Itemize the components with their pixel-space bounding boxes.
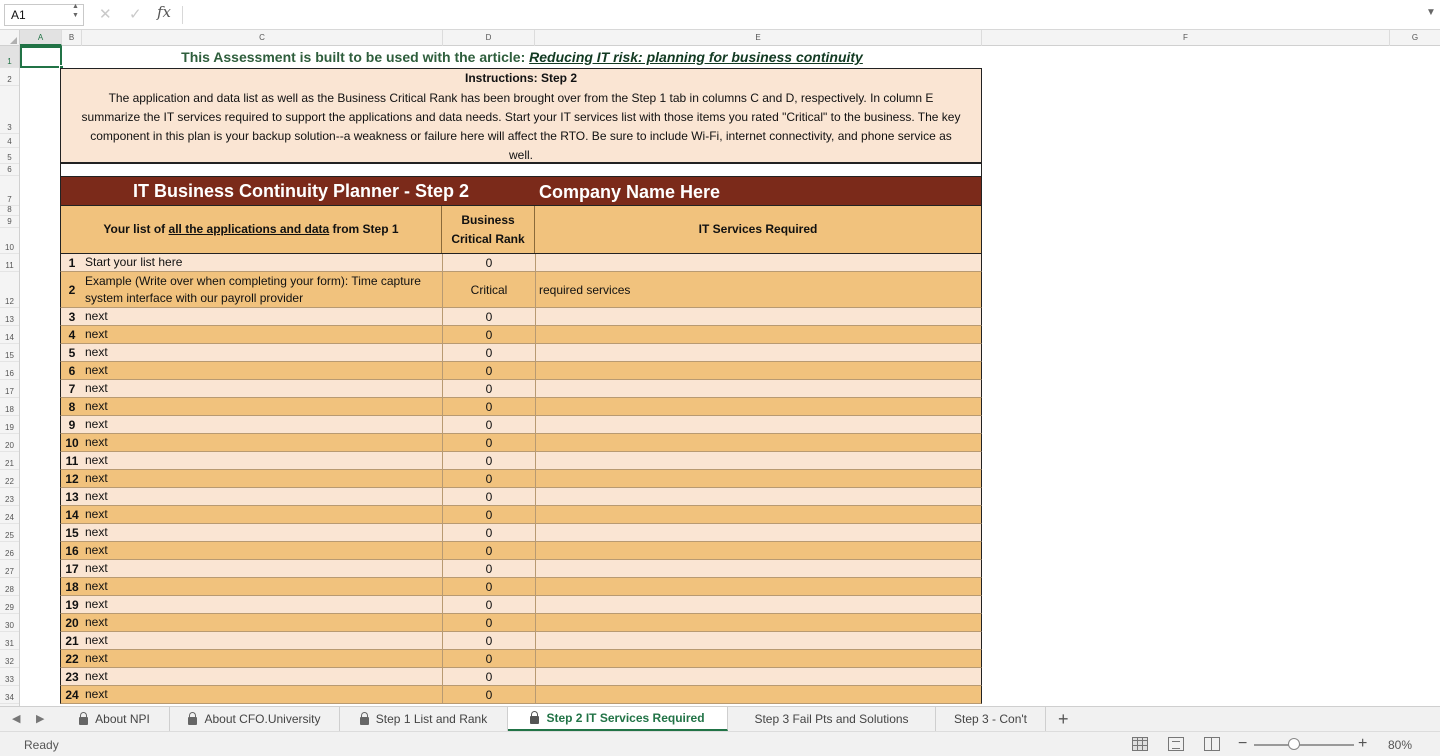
row-header[interactable]: 22	[0, 470, 19, 488]
tab-label: Step 2 IT Services Required	[546, 711, 705, 725]
worksheet-grid[interactable]	[20, 46, 1440, 706]
planner-title: IT Business Continuity Planner - Step 2	[133, 181, 470, 201]
row-number: 5	[68, 345, 76, 360]
table-row[interactable]	[60, 452, 982, 470]
application-cell[interactable]: next	[85, 471, 108, 485]
normal-view-icon[interactable]	[1132, 737, 1148, 751]
application-cell[interactable]: next	[85, 435, 108, 449]
application-cell[interactable]: next	[85, 543, 108, 557]
services-cell[interactable]	[535, 488, 981, 505]
row-header[interactable]: 33	[0, 668, 19, 686]
active-cell[interactable]	[20, 46, 62, 68]
row-number: 15	[65, 525, 79, 540]
table-row[interactable]	[60, 596, 982, 614]
rank-cell[interactable]: 0	[442, 668, 535, 685]
rank-cell[interactable]: 0	[442, 488, 535, 505]
tab-step-3-cont[interactable]	[936, 707, 1046, 731]
add-sheet-icon[interactable]: +	[1058, 709, 1069, 729]
application-cell[interactable]: next	[85, 363, 108, 377]
row-header[interactable]: 12	[0, 272, 19, 308]
services-cell[interactable]	[535, 344, 981, 361]
rank-cell[interactable]: 0	[442, 686, 535, 703]
formula-bar	[0, 0, 1440, 30]
row-header[interactable]: 29	[0, 596, 19, 614]
row-number: 17	[65, 561, 79, 576]
spacer-row	[60, 164, 982, 176]
row-number: 10	[65, 435, 79, 450]
row-number: 1	[68, 255, 76, 270]
row-header[interactable]: 6	[0, 164, 19, 176]
services-cell[interactable]	[535, 632, 981, 649]
row-number: 19	[65, 597, 79, 612]
services-cell[interactable]	[535, 524, 981, 541]
row-header[interactable]: 4	[0, 134, 19, 148]
services-cell[interactable]	[535, 398, 981, 415]
instructions-box	[60, 68, 982, 164]
row-number: 9	[68, 417, 76, 432]
rank-cell[interactable]: 0	[442, 596, 535, 613]
row-header[interactable]: 16	[0, 362, 19, 380]
application-cell[interactable]: next	[85, 561, 108, 575]
column-header-b[interactable]: B	[62, 30, 82, 46]
formula-input[interactable]	[190, 5, 1410, 25]
column-header-d[interactable]: D	[443, 30, 535, 46]
application-cell[interactable]: next	[85, 507, 108, 521]
row-number: 11	[65, 453, 79, 468]
zoom-in-icon[interactable]: +	[1358, 735, 1368, 752]
application-cell[interactable]: next	[85, 345, 108, 359]
cancel-icon[interactable]: ✕	[99, 6, 112, 23]
previous-sheet-icon[interactable]: ◀	[12, 713, 21, 725]
table-row[interactable]	[60, 632, 982, 650]
rank-cell[interactable]: 0	[442, 398, 535, 415]
services-cell[interactable]	[535, 650, 981, 667]
table-row[interactable]	[60, 470, 982, 488]
row-header[interactable]: 27	[0, 560, 19, 578]
article-prefix: This Assessment is built to be used with the article:	[181, 49, 530, 65]
application-cell[interactable]: next	[85, 417, 108, 431]
services-cell[interactable]	[535, 578, 981, 595]
page-break-view-icon[interactable]	[1204, 737, 1220, 751]
services-cell[interactable]	[535, 434, 981, 451]
formula-bar-divider	[182, 6, 183, 24]
rank-cell[interactable]: 0	[442, 380, 535, 397]
table-row[interactable]	[60, 488, 982, 506]
rank-cell[interactable]: 0	[442, 308, 535, 325]
rank-cell[interactable]: 0	[442, 650, 535, 667]
table-row[interactable]	[60, 668, 982, 686]
table-row[interactable]	[60, 578, 982, 596]
row-header[interactable]: 24	[0, 506, 19, 524]
header-applications-prefix: Your list of	[103, 222, 169, 236]
row-header[interactable]: 25	[0, 524, 19, 542]
table-row[interactable]	[60, 560, 982, 578]
zoom-level[interactable]: 80%	[1388, 738, 1413, 752]
tab-step-1-list-and-rank[interactable]	[340, 707, 508, 731]
row-header[interactable]: 2	[0, 68, 19, 86]
tab-label: Step 3 Fail Pts and Solutions	[754, 712, 909, 726]
row-header[interactable]: 11	[0, 254, 19, 272]
services-cell[interactable]: required services	[535, 272, 981, 307]
row-header[interactable]: 23	[0, 488, 19, 506]
services-cell[interactable]	[535, 614, 981, 631]
table-row[interactable]	[60, 506, 982, 524]
row-header-bar	[0, 46, 20, 706]
rank-cell[interactable]: 0	[442, 416, 535, 433]
rank-cell[interactable]: 0	[442, 614, 535, 631]
row-header[interactable]: 30	[0, 614, 19, 632]
application-cell[interactable]: next	[85, 651, 108, 665]
header-applications-emphasis: all the applications and data	[168, 222, 330, 236]
row-header[interactable]: 1	[0, 46, 19, 68]
table-row[interactable]	[60, 326, 982, 344]
zoom-out-icon[interactable]: −	[1238, 735, 1248, 752]
row-header[interactable]: 28	[0, 578, 19, 596]
table-row[interactable]	[60, 254, 982, 272]
rank-cell[interactable]: 0	[442, 470, 535, 487]
row-header[interactable]: 32	[0, 650, 19, 668]
row-number: 20	[65, 615, 79, 630]
article-line	[62, 46, 982, 68]
table-header-row	[60, 206, 982, 254]
table-row[interactable]	[60, 542, 982, 560]
zoom-slider-track[interactable]	[1254, 744, 1354, 746]
application-cell[interactable]: next	[85, 615, 108, 629]
services-cell[interactable]	[535, 668, 981, 685]
lock-icon	[530, 716, 539, 724]
rank-cell[interactable]: 0	[442, 632, 535, 649]
services-cell[interactable]	[535, 254, 981, 271]
tab-about-npi[interactable]	[60, 707, 170, 731]
row-number: 24	[65, 687, 79, 702]
table-row[interactable]	[60, 362, 982, 380]
planner-title-bar	[60, 176, 982, 206]
row-number: 12	[65, 471, 79, 486]
application-cell[interactable]: next	[85, 489, 108, 503]
lock-icon	[360, 717, 369, 725]
row-header[interactable]: 19	[0, 416, 19, 434]
application-cell[interactable]: next	[85, 399, 108, 413]
services-cell[interactable]	[535, 362, 981, 379]
row-header[interactable]: 14	[0, 326, 19, 344]
row-header[interactable]: 3	[0, 86, 19, 134]
row-header[interactable]: 15	[0, 344, 19, 362]
enter-icon[interactable]: ✓	[129, 6, 142, 23]
row-number: 16	[65, 543, 79, 558]
services-cell[interactable]	[535, 308, 981, 325]
tab-label: Step 3 - Con't	[954, 712, 1027, 726]
application-cell[interactable]: next	[85, 597, 108, 611]
next-sheet-icon[interactable]: ▶	[36, 713, 45, 725]
sheet-tab-bar	[0, 706, 1440, 731]
row-number: 13	[65, 489, 79, 504]
services-cell[interactable]	[535, 452, 981, 469]
services-cell[interactable]	[535, 542, 981, 559]
application-cell[interactable]: next	[85, 309, 108, 323]
services-cell[interactable]	[535, 326, 981, 343]
application-cell[interactable]: next	[85, 525, 108, 539]
column-header-g[interactable]: G	[1411, 33, 1419, 42]
row-header[interactable]: 26	[0, 542, 19, 560]
services-cell[interactable]	[535, 506, 981, 523]
chevron-down-icon[interactable]: ▼	[1426, 7, 1436, 18]
table-row[interactable]	[60, 416, 982, 434]
table-row[interactable]	[60, 398, 982, 416]
header-critical-rank	[442, 206, 535, 253]
row-header[interactable]: 17	[0, 380, 19, 398]
row-number: 18	[65, 579, 79, 594]
row-number: 23	[65, 669, 79, 684]
row-number: 3	[68, 309, 76, 324]
row-number: 21	[65, 633, 79, 648]
status-text: Ready	[24, 738, 59, 752]
instructions-text: The application and data list as well as the Business Critical Rank has been brought over from the Step 1 tab in columns C and D, respectively. In column E summarize the IT services required to support the applications and data needs. Start your IT services list with those items you rated "Critical" to the business. The key component in this plan is your backup solution--a weakness or failure here will affect the RTO. Be sure to include Wi-Fi, internet connectivity, and phone service as well.	[81, 91, 961, 162]
rank-cell[interactable]: 0	[442, 254, 535, 271]
rank-cell[interactable]: 0	[442, 326, 535, 343]
application-cell[interactable]: next	[85, 453, 108, 467]
zoom-slider-thumb[interactable]	[1288, 738, 1300, 750]
row-header[interactable]: 7	[0, 176, 19, 206]
row-header[interactable]: 9	[0, 216, 19, 228]
application-cell[interactable]: next	[85, 327, 108, 341]
row-header[interactable]: 5	[0, 148, 19, 164]
column-header-e[interactable]: E	[535, 30, 982, 46]
table-row[interactable]	[60, 524, 982, 542]
tab-label: About CFO.University	[204, 712, 321, 726]
header-it-services: IT Services Required	[698, 222, 818, 236]
row-header[interactable]: 20	[0, 434, 19, 452]
column-header-bar	[0, 30, 1440, 46]
application-cell[interactable]: next	[85, 381, 108, 395]
tab-step-2-it-services-required[interactable]	[508, 707, 728, 731]
lock-icon	[79, 717, 88, 725]
header-applications-suffix: from Step 1	[329, 222, 399, 236]
table-row[interactable]	[60, 308, 982, 326]
row-number: 4	[68, 327, 76, 342]
instructions-title: Instructions: Step 2	[464, 71, 577, 85]
services-cell[interactable]	[535, 596, 981, 613]
application-cell[interactable]: Start your list here	[85, 255, 183, 269]
table-row[interactable]	[60, 434, 982, 452]
table-row[interactable]	[60, 344, 982, 362]
row-number: 7	[68, 381, 76, 396]
table-row[interactable]	[60, 686, 982, 704]
rank-cell[interactable]: Critical	[442, 272, 535, 307]
row-number: 22	[65, 651, 79, 666]
insert-function-icon[interactable]: fx	[157, 3, 172, 21]
row-header[interactable]: 13	[0, 308, 19, 326]
rank-cell[interactable]: 0	[442, 560, 535, 577]
application-cell[interactable]: next	[85, 579, 108, 593]
row-header[interactable]: 34	[0, 686, 19, 704]
select-all-button[interactable]	[0, 30, 20, 46]
article-link[interactable]: Reducing IT risk: planning for business continuity	[529, 49, 863, 65]
services-cell[interactable]	[535, 686, 981, 703]
header-rank-line2: Critical Rank	[451, 231, 525, 246]
row-header[interactable]: 18	[0, 398, 19, 416]
application-cell[interactable]: next	[85, 633, 108, 647]
tab-label: Step 1 List and Rank	[375, 712, 488, 726]
rank-cell[interactable]: 0	[442, 524, 535, 541]
tab-label: About NPI	[95, 712, 150, 726]
column-header-f[interactable]: F	[982, 30, 1390, 46]
row-header[interactable]: 31	[0, 632, 19, 650]
rank-cell[interactable]: 0	[442, 344, 535, 361]
rank-cell[interactable]: 0	[442, 542, 535, 559]
header-rank-line1: Business	[461, 212, 515, 227]
row-number: 8	[68, 399, 76, 414]
row-number: 2	[68, 282, 76, 297]
tab-step-3-fail-pts-and-solutions[interactable]	[728, 707, 936, 731]
application-cell[interactable]: next	[85, 687, 108, 701]
services-cell[interactable]	[535, 416, 981, 433]
rank-cell[interactable]: 0	[442, 362, 535, 379]
name-box[interactable]: A1	[4, 4, 84, 26]
status-bar	[0, 731, 1440, 756]
rank-cell[interactable]: 0	[442, 452, 535, 469]
page-layout-view-icon[interactable]	[1168, 737, 1184, 751]
application-cell[interactable]: next	[85, 669, 108, 683]
services-cell[interactable]	[535, 560, 981, 577]
row-number: 14	[65, 507, 79, 522]
company-name[interactable]: Company Name Here	[539, 182, 721, 202]
name-box-stepper-icon[interactable]: ▲ ▼	[72, 3, 79, 19]
rank-cell[interactable]: 0	[442, 578, 535, 595]
table-row[interactable]	[60, 380, 982, 398]
header-applications	[61, 206, 442, 253]
row-header[interactable]: 21	[0, 452, 19, 470]
row-header[interactable]: 8	[0, 206, 19, 216]
rank-cell[interactable]: 0	[442, 506, 535, 523]
tab-about-cfo-university[interactable]	[170, 707, 340, 731]
column-header-c[interactable]: C	[82, 30, 443, 46]
rank-cell[interactable]: 0	[442, 434, 535, 451]
services-cell[interactable]	[535, 380, 981, 397]
application-cell[interactable]: Example (Write over when completing your form): Time capture system interface with our payroll provider	[85, 273, 421, 305]
table-row[interactable]	[60, 272, 982, 308]
lock-icon	[188, 717, 197, 725]
row-number: 6	[68, 363, 76, 378]
column-header-a[interactable]: A	[20, 30, 62, 46]
table-row[interactable]	[60, 650, 982, 668]
table-row[interactable]	[60, 614, 982, 632]
row-header[interactable]: 10	[0, 228, 19, 254]
services-cell[interactable]	[535, 470, 981, 487]
